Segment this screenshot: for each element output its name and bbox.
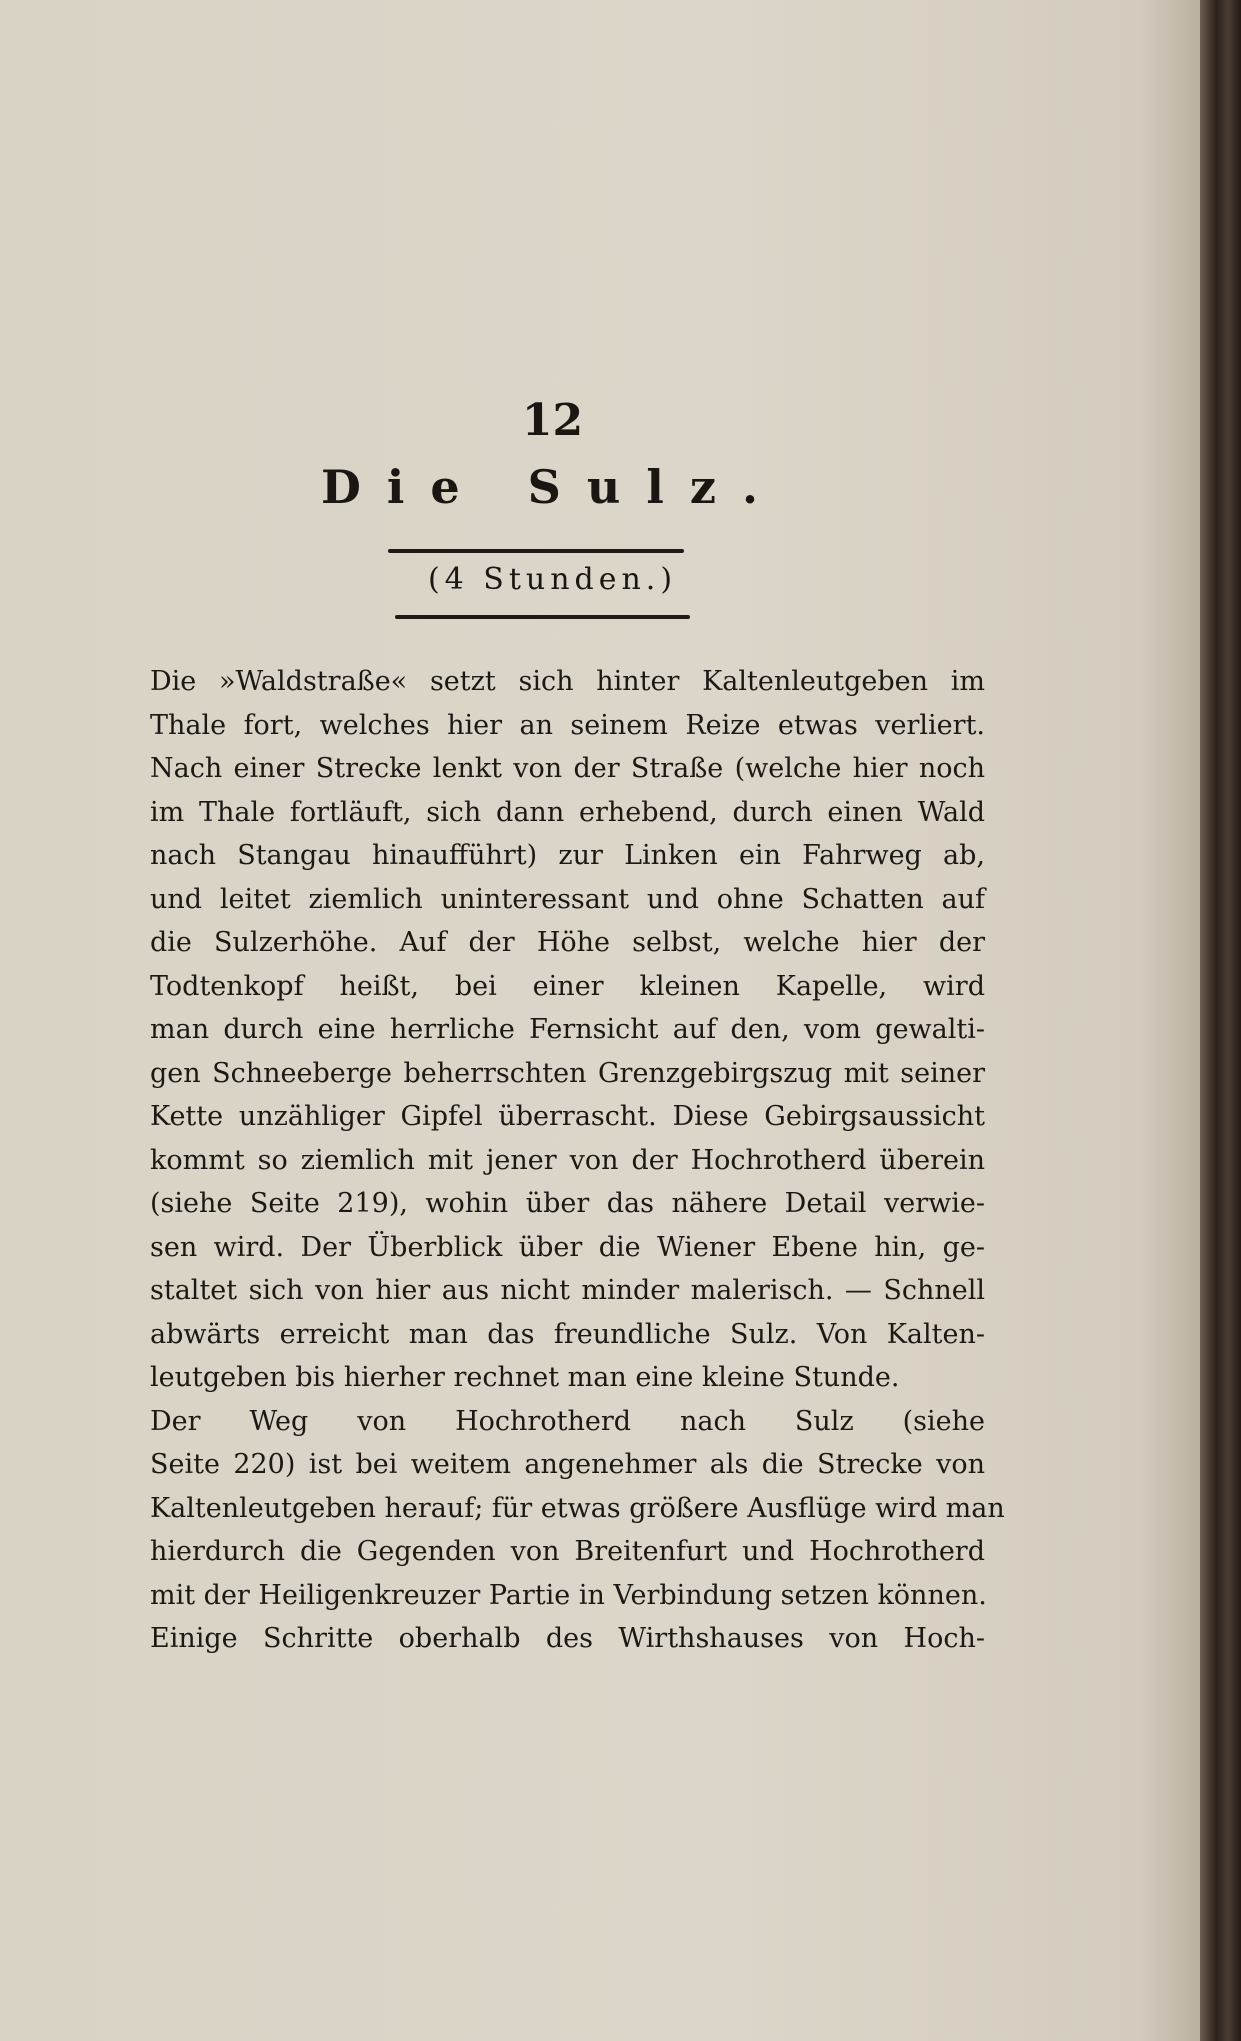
text-line: (siehe Seite 219), wohin über das nähere Detail verwie-: [150, 1188, 985, 1219]
chapter-title: Die Sulz.: [321, 460, 784, 514]
text-line: Seite 220) ist bei weitem angenehmer als die Strecke von: [150, 1449, 985, 1480]
text-line: Nach einer Strecke lenkt von der Straße (welche hier noch: [150, 753, 985, 784]
text-line: leutgeben bis hierher rechnet man eine kleine Stunde.: [150, 1362, 900, 1393]
text-line: hierdurch die Gegenden von Breitenfurt und Hochrotherd: [150, 1536, 985, 1567]
text-line: nach Stangau hinaufführt) zur Linken ein Fahrweg ab,: [150, 840, 985, 871]
text-line: Kette unzähliger Gipfel überrascht. Diese Gebirgsaussicht: [150, 1101, 985, 1132]
divider-bottom: [395, 615, 690, 619]
text-line: und leitet ziemlich uninteressant und ohne Schatten auf: [150, 883, 985, 915]
book-edge: [1200, 0, 1241, 2041]
text-line: staltet sich von hier aus nicht minder malerisch. — Schnell: [150, 1275, 985, 1306]
text-line: mit der Heiligenkreuzer Partie in Verbindung setzen können.: [150, 1579, 987, 1611]
divider-top: [388, 549, 684, 553]
text-line: im Thale fortläuft, sich dann erhebend, durch einen Wald: [150, 796, 985, 828]
text-line: Der Weg von Hochrotherd nach Sulz (siehe: [150, 1405, 985, 1437]
text-line: gen Schneeberge beherrschten Grenzgebirgszug mit seiner: [150, 1057, 985, 1089]
chapter-number: 12: [521, 395, 584, 446]
text-line: Thale fort, welches hier an seinem Reize etwas verliert.: [150, 709, 985, 741]
chapter-duration: (4 Stunden.): [427, 562, 678, 597]
text-line: abwärts erreicht man das freundliche Sulz. Von Kalten-: [150, 1318, 985, 1350]
text-line: Einige Schritte oberhalb des Wirthshauses von Hoch-: [150, 1623, 985, 1654]
text-line: sen wird. Der Überblick über die Wiener Ebene hin, ge-: [150, 1231, 985, 1263]
text-line: die Sulzerhöhe. Auf der Höhe selbst, welche hier der: [150, 927, 985, 958]
text-line: Die »Waldstraße« setzt sich hinter Kaltenleutgeben im: [150, 666, 985, 697]
body-text: [150, 660, 1005, 1661]
text-line: man durch eine herrliche Fernsicht auf den, vom gewalti-: [150, 1014, 985, 1045]
text-line: kommt so ziemlich mit jener von der Hochrotherd überein: [150, 1144, 985, 1176]
text-line: Todtenkopf heißt, bei einer kleinen Kapelle, wird: [150, 970, 985, 1002]
text-line: Kaltenleutgeben herauf; für etwas größere Ausflüge wird man: [150, 1492, 1005, 1524]
